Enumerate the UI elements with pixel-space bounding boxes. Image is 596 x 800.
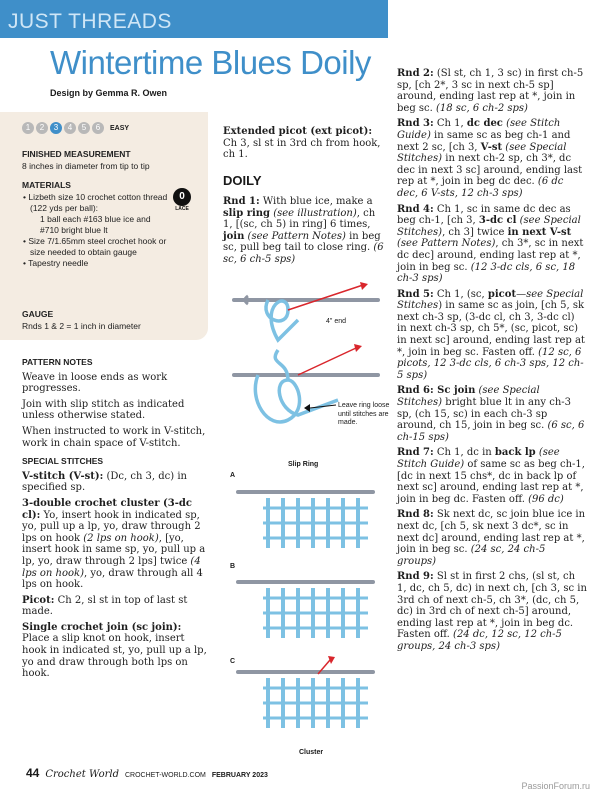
skill-level-label: EASY bbox=[110, 124, 130, 132]
round-3: Rnd 3: Ch 1, dc dec (see Stitch Guide) in same sc as beg ch-1 and next 2 sc, [ch 3, V-st (see Special Stitches) in next ch-2 sp, ch 3*, dc dec in next 3 sc] around, ending last rep at *, join in beg dc dec. (6 dc dec, 6 V-sts, 12 ch-3 sps) bbox=[397, 118, 583, 199]
right-column bbox=[397, 68, 587, 657]
footer bbox=[26, 766, 268, 780]
issue-date: FEBRUARY 2023 bbox=[211, 772, 268, 779]
note-2: Join with slip stitch as indicated unless otherwise stated. bbox=[22, 398, 185, 422]
gauge bbox=[22, 309, 202, 332]
fm-heading: FINISHED MEASUREMENT bbox=[22, 149, 131, 159]
stitch-picot: Picot: Ch 2, sl st in top of last st made. bbox=[22, 594, 188, 618]
round-4: Rnd 4: Ch 1, sc in same dc dec as beg ch-1, [ch 3, 3-dc cl (see Special Stitches), ch 3] twice in next V-st (see Pattern Notes), ch 3*, sc in next dc dec] around, ending last rep at *, join in beg sc. (12 3-dc cls, 6 sc, 18 ch-3 sps) bbox=[397, 203, 584, 285]
note-3: When instructed to work in V-stitch, work in chain space of V-stitch. bbox=[22, 425, 206, 449]
material-thread-colors: 1 ball each #163 blue ice and #710 bright blue lt bbox=[40, 214, 151, 235]
page-number: 44 bbox=[26, 766, 40, 780]
section-banner bbox=[0, 0, 388, 38]
round-5: Rnd 5: Ch 1, (sc, picot—see Special Stitches) in same sc as join, [ch 5, sk next ch-3 sp, (3-dc cl, ch 3, 3-dc cl) in next ch-3 sp, ch 5*, (sc, picot, sc) in next sc] around, ending last rep at *, join in beg sc. Fasten off. (12 sc, 6 picots, 12 3-dc cls, 6 ch-3 sps, 12 ch-5 sps) bbox=[397, 288, 585, 381]
skill-level-3: 3 bbox=[50, 122, 62, 134]
section-label: JUST THREADS bbox=[8, 10, 172, 33]
lace-weight-label: LACE bbox=[175, 206, 189, 212]
finished-measurement bbox=[22, 149, 202, 172]
skill-level-4: 4 bbox=[64, 122, 76, 134]
stitch-3dc-cl: 3-double crochet cluster (3-dc cl): Yo, insert hook in indicated sp, yo, pull up a lp, yo, draw through 2 lps on hook (2 lps on hook), [yo, insert hook in same sp, yo, pull up a lp, yo, draw through 2 lps] twice (4 lps on hook), yo, draw through all 4 lps on hook. bbox=[22, 497, 206, 591]
materials bbox=[22, 180, 170, 269]
page-title: Wintertime Blues Doily bbox=[50, 44, 371, 81]
fm-text: 8 inches in diameter from tip to tip bbox=[22, 161, 150, 171]
skill-level-2: 2 bbox=[36, 122, 48, 134]
round-1: Rnd 1: With blue ice, make a slip ring (see illustration), ch 1, [(sc, ch 5) in ring] 6 times, join (see Pattern Notes) in beg sc, pull beg tail to close ring. (6 sc, 6 ch-5 sps) bbox=[223, 196, 384, 265]
lace-weight-number: 0 bbox=[173, 188, 191, 206]
special-stitches-heading: SPECIAL STITCHES bbox=[22, 456, 104, 467]
skill-level bbox=[22, 122, 129, 134]
watermark: PassionForum.ru bbox=[521, 781, 590, 791]
slip-ring-caption: Slip Ring bbox=[288, 461, 319, 468]
figure-c-label: C bbox=[230, 658, 236, 665]
cluster-illustration bbox=[228, 478, 388, 750]
lace-weight-badge bbox=[170, 188, 194, 216]
doily-heading: DOILY bbox=[223, 173, 262, 188]
skill-level-6: 6 bbox=[92, 122, 104, 134]
leave-note: Leave ring loose until stitches are made. bbox=[338, 402, 390, 426]
round-7: Rnd 7: Ch 1, dc in back lp (see Stitch Guide) of same sc as beg ch-1, [dc in next 15 chs*, dc in back lp of next sc] around, ending last rep at *, join in beg dc. Fasten off. (96 dc) bbox=[397, 447, 585, 505]
cluster-caption: Cluster bbox=[299, 749, 324, 756]
ext-picot bbox=[223, 126, 385, 165]
material-needle: • Tapestry needle bbox=[23, 258, 89, 268]
note-1: Weave in loose ends as work progresses. bbox=[22, 371, 168, 395]
magazine-name: Crochet World bbox=[45, 769, 119, 780]
figure-a-label: A bbox=[230, 472, 236, 479]
material-thread: • Lizbeth size 10 crochet cotton thread (122 yds per ball): bbox=[23, 192, 168, 213]
ext-picot-text: Ch 3, sl st in 3rd ch from hook, ch 1. bbox=[223, 137, 381, 161]
gauge-text: Rnds 1 & 2 = 1 inch in diameter bbox=[22, 321, 141, 331]
end-label: 4" end bbox=[326, 318, 347, 325]
stitch-vst: V-stitch (V-st): (Dc, ch 3, dc) in specified sp. bbox=[22, 470, 187, 494]
gauge-heading: GAUGE bbox=[22, 309, 54, 319]
magazine-url: CROCHET-WORLD.COM bbox=[124, 772, 206, 779]
round-8: Rnd 8: Sk next dc, sc join blue ice in next dc, [ch 5, sk next 3 dc*, sc in next dc] around, ending last rep at *, join in beg sc. (24 sc, 24 ch-5 groups) bbox=[397, 509, 586, 567]
pattern-notes-heading: PATTERN NOTES bbox=[22, 357, 93, 367]
round-9: Rnd 9: Sl st in first 2 chs, (sl st, ch 1, dc, ch 5, dc) in next ch, [ch 3, sc in 3rd ch of next ch-5, ch 3*, (dc, ch 5, dc) in 3rd ch of next ch-5] around, ending last rep at *, join in beg dc. Fasten off. (24 dc, 12 sc, 12 ch-5 groups, 24 ch-3 sps) bbox=[397, 571, 587, 652]
byline: Design by Gemma R. Owen bbox=[50, 88, 168, 98]
skill-level-1: 1 bbox=[22, 122, 34, 134]
skill-level-5: 5 bbox=[78, 122, 90, 134]
round-6: Rnd 6: Sc join (see Special Stitches) bright blue lt in any ch-3 sp, (ch 15, sc) in each ch-3 sp around, ch 15, join in beg sc. (6 sc, 6 ch-15 sps) bbox=[397, 385, 585, 443]
round-2: Rnd 2: (Sl st, ch 1, 3 sc) in first ch-5 sp, [ch 2*, 3 sc in next ch-5 sp] around, ending last rep at *, join in beg sc. (18 sc, 6 ch-2 sps) bbox=[397, 68, 584, 114]
stitch-sc-join: Single crochet join (sc join): Place a slip knot on hook, insert hook in indicated st, yo, pull up a lp, yo and draw through both lps on hook. bbox=[22, 621, 207, 680]
figure-b-label: B bbox=[230, 563, 236, 570]
materials-heading: MATERIALS bbox=[22, 180, 71, 190]
arrow-icon bbox=[288, 285, 363, 310]
ext-picot-name: Extended picot (ext picot): bbox=[223, 126, 373, 137]
left-column bbox=[22, 350, 208, 684]
material-hook: • Size 7/1.65mm steel crochet hook or size needed to obtain gauge bbox=[23, 236, 167, 257]
